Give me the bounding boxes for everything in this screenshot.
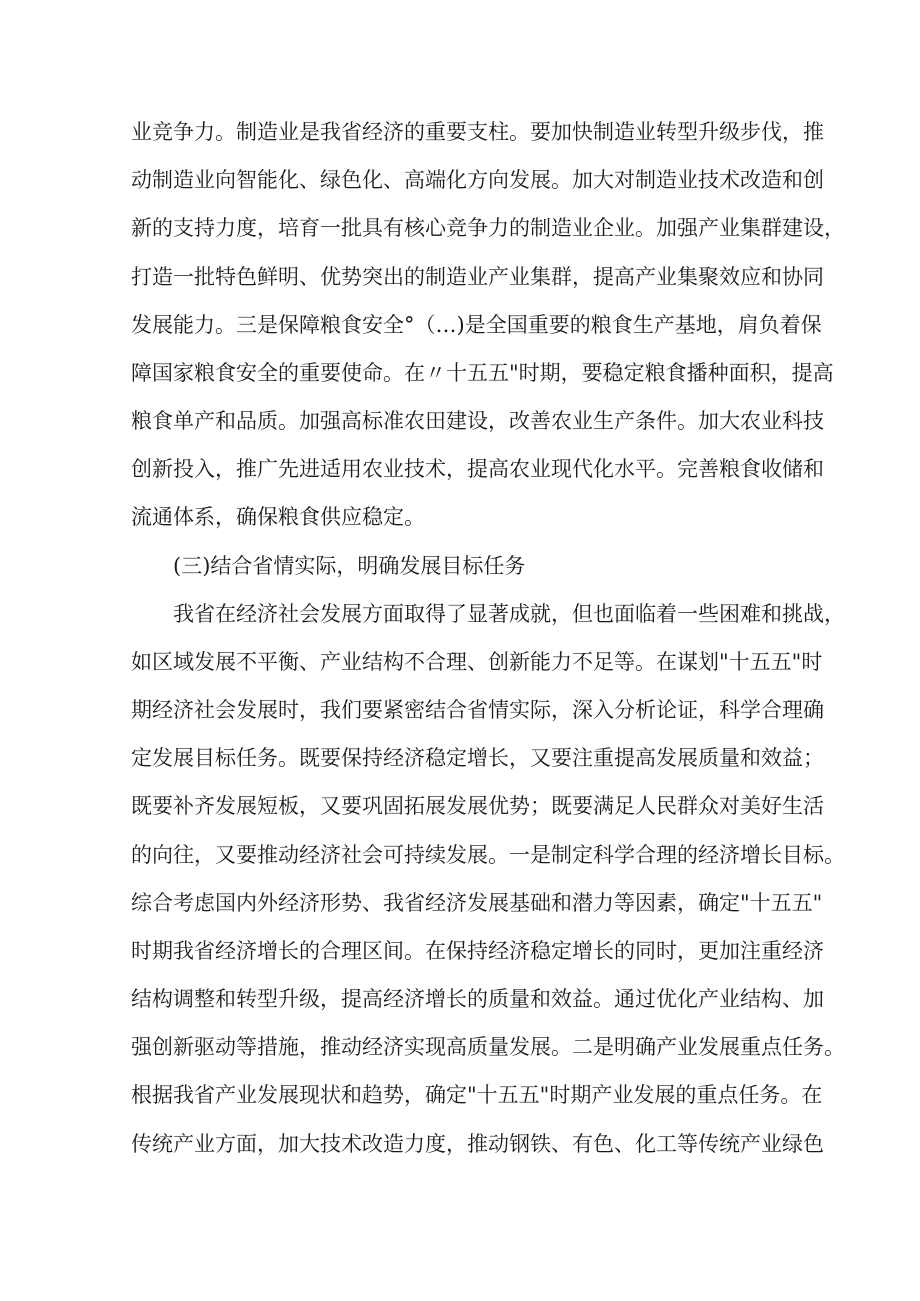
- paragraph-line: 综合考虑国内外经济形势、我省经济发展基础和潜力等因素，确定"十五五": [131, 891, 823, 915]
- paragraph-line: 传统产业方面，加大技术改造力度，推动钢铁、有色、化工等传统产业绿色: [131, 1132, 824, 1156]
- paragraph-line: 粮食单产和品质。加强高标准农田建设，改善农业生产条件。加大农业科技: [131, 409, 824, 433]
- paragraph-line: 强创新驱动等措施，推动经济实现高质量发展。二是明确产业发展重点任务。: [131, 1035, 845, 1059]
- paragraph-line: 时期我省经济增长的合理区间。在保持经济稳定增长的同时，更加注重经济: [131, 939, 824, 963]
- paragraph-line: 既要补齐发展短板，又要巩固拓展发展优势；既要满足人民群众对美好生活: [131, 794, 824, 818]
- section-heading: (三)结合省情实际，明确发展目标任务: [173, 554, 526, 578]
- paragraph-line: 根据我省产业发展现状和趋势，确定"十五五"时期产业发展的重点任务。在: [131, 1083, 823, 1107]
- paragraph-line: 动制造业向智能化、绿色化、高端化方向发展。加大对制造业技术改造和创: [131, 168, 824, 192]
- paragraph-line: 我省在经济社会发展方面取得了显著成就，但也面临着一些困难和挑战，: [173, 602, 845, 626]
- paragraph-line: 创新投入，推广先进适用农业技术，提高农业现代化水平。完善粮食收储和: [131, 457, 824, 481]
- paragraph-line: 期经济社会发展时，我们要紧密结合省情实际，深入分析论证，科学合理确: [131, 698, 824, 722]
- paragraph-line: 打造一批特色鲜明、优势突出的制造业产业集群，提高产业集聚效应和协同: [131, 265, 824, 289]
- paragraph-line: 业竞争力。制造业是我省经济的重要支柱。要加快制造业转型升级步伐，推: [131, 120, 824, 144]
- paragraph-line: 如区域发展不平衡、产业结构不合理、创新能力不足等。在谋划"十五五"时: [131, 650, 823, 674]
- paragraph-line: 的向往，又要推动经济社会可持续发展。一是制定科学合理的经济增长目标。: [131, 843, 845, 867]
- paragraph-line: 发展能力。三是保障粮食安全°（…)是全国重要的粮食生产基地，肩负着保: [131, 313, 822, 337]
- paragraph-line: 障国家粮食安全的重要使命。在〃十五五"时期，要稳定粮食播种面积，提高: [131, 361, 834, 385]
- paragraph-line: 流通体系，确保粮食供应稳定。: [131, 505, 425, 529]
- paragraph-line: 新的支持力度，培育一批具有核心竞争力的制造业企业。加强产业集群建设，: [131, 216, 845, 240]
- paragraph-line: 结构调整和转型升级，提高经济增长的质量和效益。通过优化产业结构、加: [131, 987, 824, 1011]
- paragraph-line: 定发展目标任务。既要保持经济稳定增长，又要注重提高发展质量和效益；: [131, 746, 824, 770]
